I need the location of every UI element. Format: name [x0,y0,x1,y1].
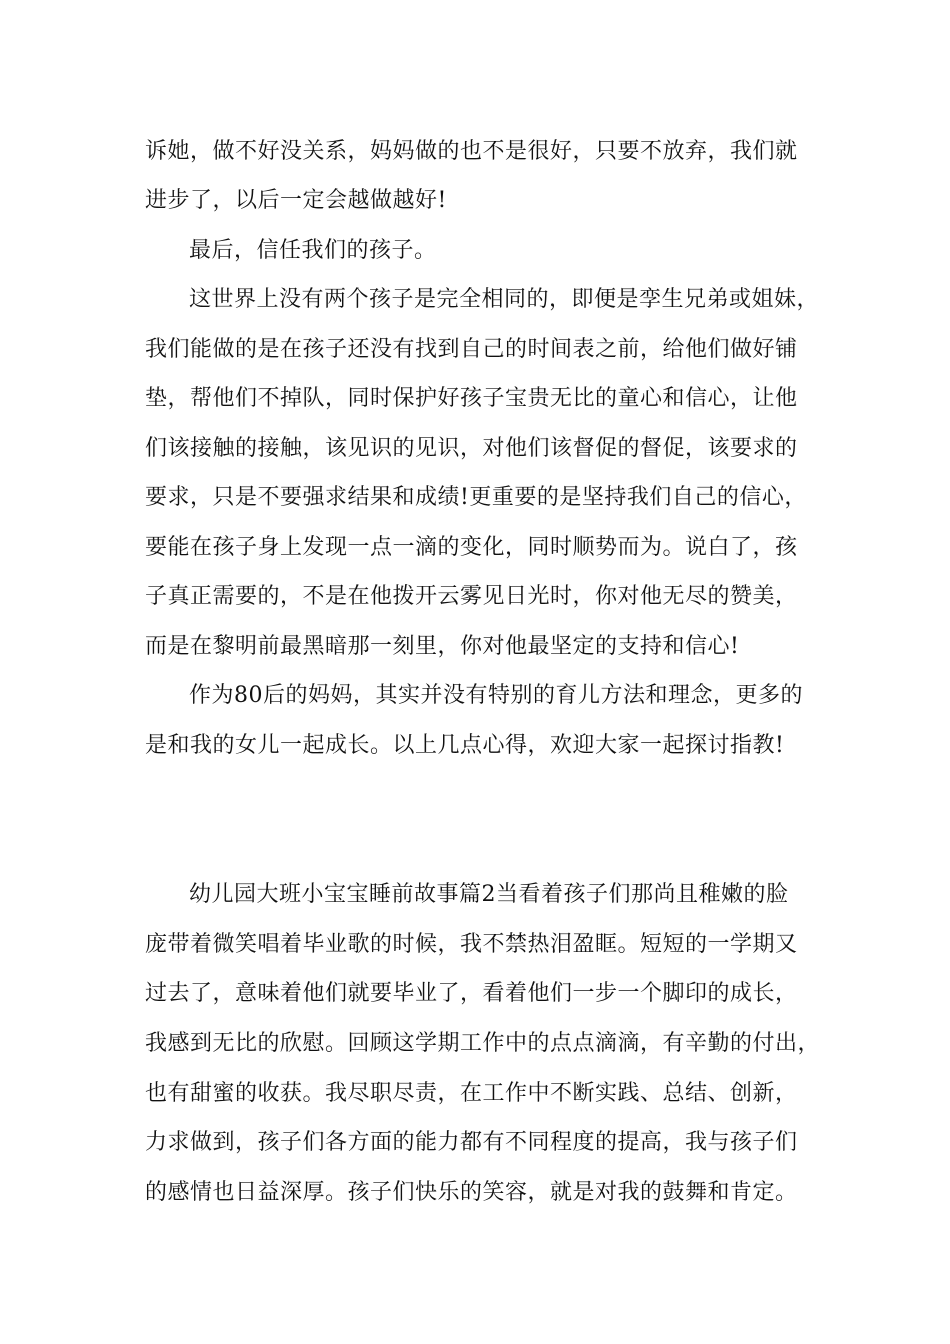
text-line: 要求，只是不要强求结果和成绩!更重要的是坚持我们自己的信心， [145,485,807,510]
text-line: 子真正需要的，不是在他拨开云雾见日光时，你对他无尽的赞美， [145,584,798,609]
text-line: 也有甜蜜的收获。我尽职尽责，在工作中不断实践、总结、创新， [145,1081,798,1106]
text-line: 是和我的女儿一起成长。以上几点心得，欢迎大家一起探讨指教! [145,733,785,758]
text-line: 垫，帮他们不掉队，同时保护好孩子宝贵无比的童心和信心，让他 [145,386,798,411]
text-line: 这世界上没有两个孩子是完全相同的，即便是孪生兄弟或姐妹， [189,287,820,312]
text-line: 作为80后的妈妈，其实并没有特别的育儿方法和理念，更多的 [189,683,803,708]
text-line: 过去了，意味着他们就要毕业了，看着他们一步一个脚印的成长， [145,981,798,1006]
section-heading-line: 幼儿园大班小宝宝睡前故事篇2当看着孩子们那尚且稚嫩的脸 [189,882,789,907]
text-line: 的感情也日益深厚。孩子们快乐的笑容，就是对我的鼓舞和肯定。 [145,1180,798,1205]
text-line: 们该接触的接触，该见识的见识，对他们该督促的督促，该要求的 [145,436,798,461]
text-line: 力求做到，孩子们各方面的能力都有不同程度的提高，我与孩子们 [145,1130,798,1155]
text-line: 我感到无比的欣慰。回顾这学期工作中的点点滴滴，有辛勤的付出， [145,1031,821,1056]
text-line: 进步了，以后一定会越做越好! [145,188,447,213]
text-line: 诉她，做不好没关系，妈妈做的也不是很好，只要不放弃，我们就 [145,139,798,164]
text-line: 最后，信任我们的孩子。 [189,238,437,263]
text-line: 我们能做的是在孩子还没有找到自己的时间表之前，给他们做好铺 [145,337,798,362]
text-line: 而是在黎明前最黑暗那一刻里，你对他最坚定的支持和信心! [145,634,740,659]
text-line: 要能在孩子身上发现一点一滴的变化，同时顺势而为。说白了，孩 [145,535,798,560]
text-line: 庞带着微笑唱着毕业歌的时候，我不禁热泪盈眶。短短的一学期又 [145,932,798,957]
